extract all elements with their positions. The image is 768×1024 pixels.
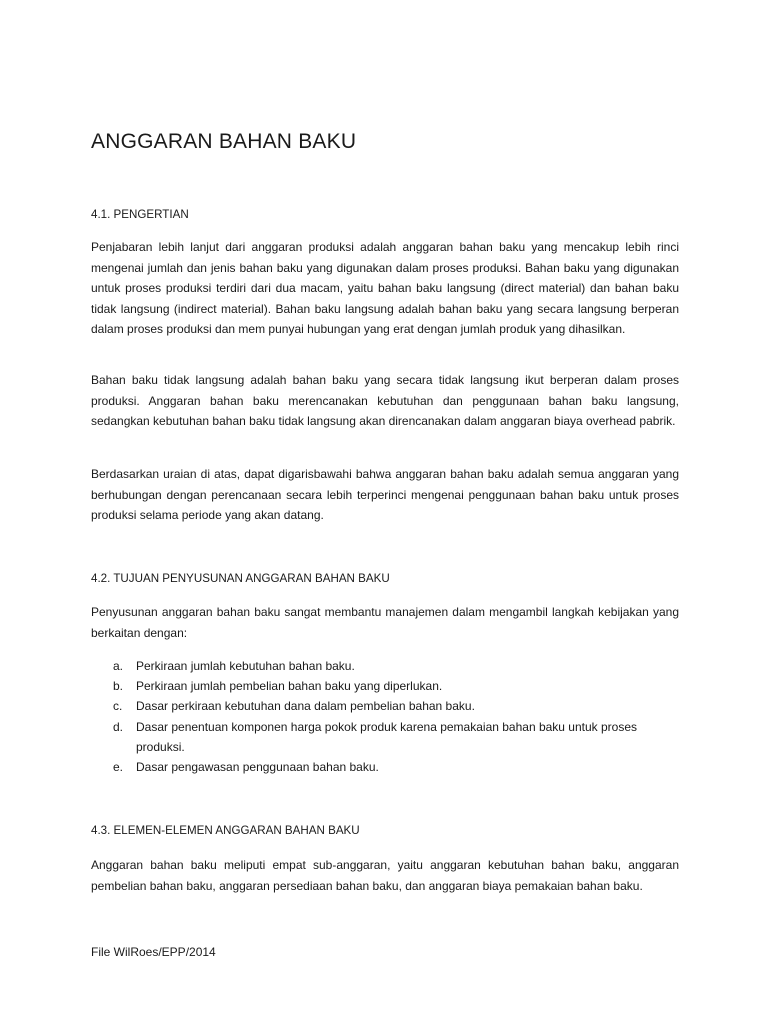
page-title: ANGGARAN BAHAN BAKU — [91, 130, 357, 153]
list-item-text: Perkiraan jumlah pembelian bahan baku yang diperlukan. — [136, 679, 443, 694]
list-item — [91, 656, 679, 676]
list-item-text: Dasar pengawasan penggunaan bahan baku. — [136, 760, 379, 775]
list-item — [91, 717, 679, 757]
list-item-text: Dasar penentuan komponen harga pokok produk karena pemakaian bahan baku untuk proses produksi. — [136, 719, 638, 754]
list-item — [91, 676, 679, 696]
section-heading-tujuan: 4.2. TUJUAN PENYUSUNAN ANGGARAN BAHAN BAKU — [91, 572, 390, 585]
section-heading-elemen: 4.3. ELEMEN-ELEMEN ANGGARAN BAHAN BAKU — [91, 824, 360, 837]
list-marker: a. — [113, 659, 124, 673]
list-item — [91, 757, 679, 777]
list-item-text: Perkiraan jumlah kebutuhan bahan baku. — [136, 659, 355, 673]
paragraph-tujuan-intro: Penyusunan anggaran bahan baku sangat membantu manajemen dalam mengambil langkah kebijakan yang berkaitan dengan: — [91, 605, 679, 640]
list-marker: b. — [113, 679, 124, 694]
list-item — [91, 696, 679, 716]
list-marker: e. — [113, 760, 124, 775]
section-heading-pengertian: 4.1. PENGERTIAN — [91, 208, 189, 221]
paragraph-elemen-1: Anggaran bahan baku meliputi empat sub-anggaran, yaitu anggaran kebutuhan bahan baku, anggaran pembelian bahan baku, anggaran persediaan bahan baku, dan anggaran biaya pemakaian bahan baku. — [91, 858, 679, 893]
list-marker: d. — [113, 719, 124, 734]
paragraph-pengertian-3: Berdasarkan uraian di atas, dapat digarisbawahi bahwa anggaran bahan baku adalah semua anggaran yang berhubungan dengan perencanaan secara lebih terperinci mengenai penggunaan bahan baku untuk proses produksi selama periode yang akan datang. — [91, 467, 679, 522]
list-marker: c. — [113, 699, 123, 714]
paragraph-pengertian-2: Bahan baku tidak langsung adalah bahan baku yang secara tidak langsung ikut berperan dalam proses produksi. Anggaran bahan baku merencanakan kebutuhan dan penggunaan bahan baku langsung, sedangkan kebutuhan bahan baku tidak langsung akan direncanakan dalam anggaran biaya overhead pabrik. — [91, 373, 679, 428]
page-footer: File WilRoes/EPP/2014 — [91, 945, 216, 959]
tujuan-list — [91, 656, 679, 777]
paragraph-pengertian-1: Penjabaran lebih lanjut dari anggaran produksi adalah anggaran bahan baku yang mencakup lebih rinci mengenai jumlah dan jenis bahan baku yang digunakan dalam proses produksi. Bahan baku yang digunakan untuk proses produksi terdiri dari dua macam, yaitu bahan baku langsung (direct material) dan bahan baku tidak langsung (indirect material). Bahan baku langsung adalah bahan baku yang secara langsung berperan dalam proses produksi dan mem punyai hubungan yang erat dengan jumlah produk yang dihasilkan. — [91, 240, 679, 336]
list-item-text: Dasar perkiraan kebutuhan dana dalam pembelian bahan baku. — [136, 699, 475, 714]
